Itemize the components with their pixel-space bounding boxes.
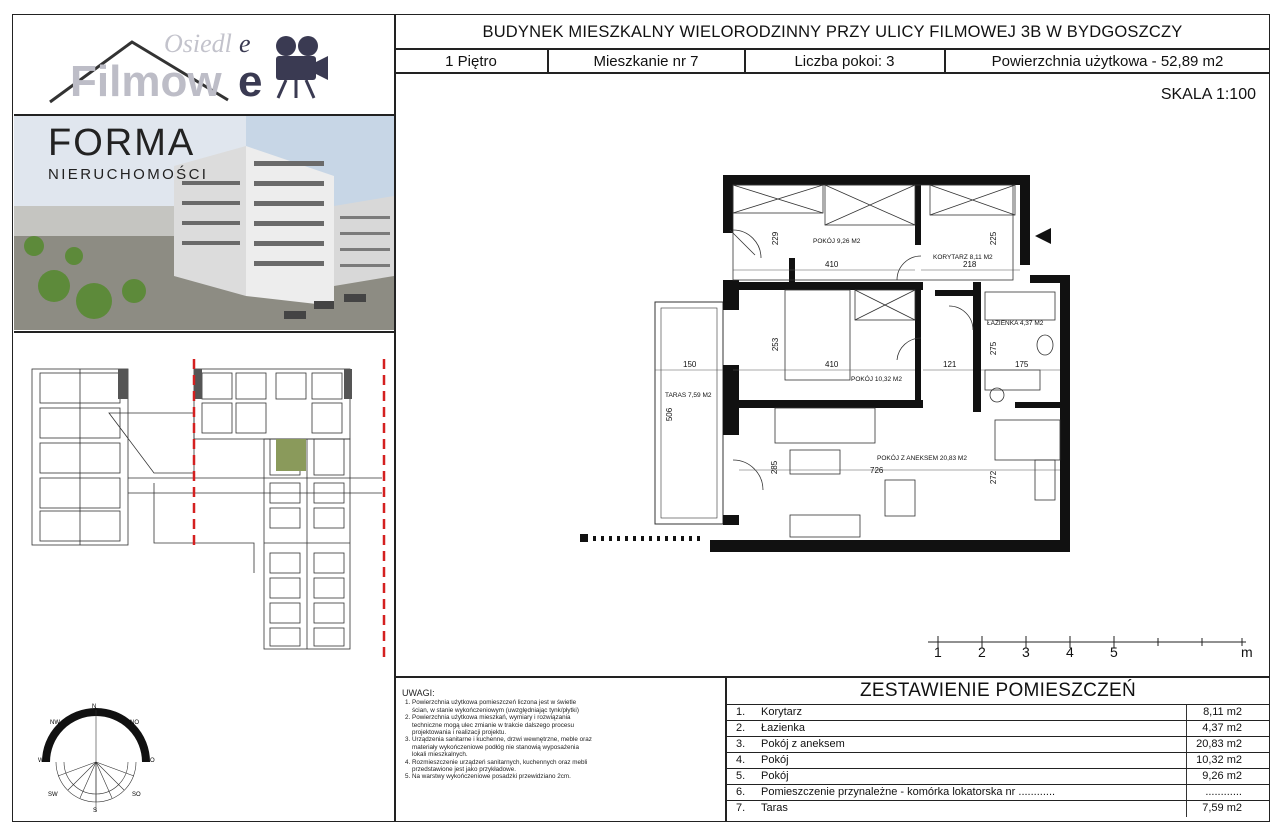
row-name: Pomieszczenie przynależne - komórka lokatorska nr ............: [761, 786, 1056, 798]
dim-410-mid: 410: [825, 360, 839, 369]
compass-n: N: [92, 704, 97, 710]
dim-410-top: 410: [825, 260, 839, 269]
table-row: [726, 737, 1270, 753]
svg-text:Osiedl: Osiedl: [164, 29, 232, 58]
row-name: Taras: [761, 802, 788, 814]
dim-225: 225: [989, 231, 999, 246]
svg-text:e: e: [239, 29, 251, 58]
dim-175: 175: [1015, 360, 1029, 369]
table-row: [726, 705, 1270, 721]
row-area: 7,59 m2: [1202, 802, 1242, 814]
row-name: Pokój: [761, 754, 789, 766]
table-row: [726, 801, 1270, 817]
table-row: [726, 753, 1270, 769]
document-title: BUDYNEK MIESZKALNY WIELORODZINNY PRZY ULICY FILMOWEJ 3B W BYDGOSZCZY: [482, 22, 1183, 41]
rooms-count-label: Liczba pokoi: 3: [794, 52, 895, 70]
dim-150: 150: [683, 360, 697, 369]
row-area: 9,26 m2: [1202, 770, 1242, 782]
compass-o: O: [150, 758, 155, 764]
row-separator: [1186, 785, 1187, 801]
scale-bar: [926, 634, 1256, 670]
compass-s: S: [93, 808, 98, 814]
dim-229: 229: [771, 231, 781, 246]
row-name: Pokój: [761, 770, 789, 782]
row-name: Łazienka: [761, 722, 806, 734]
compass-no: NO: [130, 720, 139, 726]
film-camera-icon: [276, 36, 328, 98]
room-label-pokoj-aneks: POKÓJ Z ANEKSEM 20,83 M2: [877, 455, 967, 462]
divider-info: [394, 72, 1270, 74]
dim-726: 726: [870, 466, 884, 475]
scale-tick-5: 5: [1110, 644, 1118, 660]
row-separator: [1186, 737, 1187, 753]
dim-218: 218: [963, 260, 977, 269]
svg-text:Filmow: Filmow: [70, 57, 222, 106]
note-item: 4. Rozmieszczenie urządzeń sanitarnych, kuchennych oraz mebli przedstawione jest jako przykładowe.: [412, 759, 592, 774]
table-row: [726, 769, 1270, 785]
row-num: 1.: [736, 706, 746, 718]
table-row: [726, 785, 1270, 801]
entrance-arrow-icon: [1035, 228, 1051, 244]
scale-tick-1: 1: [934, 644, 942, 660]
notes-title: UWAGI:: [402, 688, 435, 698]
osiedle-filmowe-logo: [14, 16, 394, 114]
company-subtitle: NIERUCHOMOŚCI: [48, 166, 209, 183]
row-area: 4,37 m2: [1202, 722, 1242, 734]
row-separator: [1186, 753, 1187, 769]
room-summary-title: ZESTAWIENIE POMIESZCZEŃ: [859, 680, 1137, 701]
compass-sw: SW: [48, 792, 58, 798]
row-num: 4.: [736, 754, 746, 766]
room-label-taras: TARAS 7,59 M2: [665, 392, 712, 399]
scale-unit: m: [1241, 644, 1253, 660]
note-item: 2. Powierzchnia użytkowa mieszkań, wymiary i rozwiązania techniczne mogą ulec zmianie w trakcie dalszego procesu projektowania i realizacji projektu.: [412, 714, 592, 736]
room-label-lazienka: ŁAZIENKA 4,37 M2: [987, 320, 1044, 327]
compass-w: W: [38, 758, 44, 764]
row-separator: [1186, 769, 1187, 785]
compass-so: SO: [132, 792, 141, 798]
floor-label: 1 Piętro: [445, 52, 497, 70]
note-item: 3. Urządzenia sanitarne i kuchenne, drzwi wewnętrzne, meble oraz materiały wykończeniowe podłóg nie stanowią wyposażenia lokali mieszkalnych.: [412, 736, 592, 758]
svg-text:e: e: [238, 57, 263, 106]
room-label-korytarz: KORYTARZ 8,11 M2: [933, 254, 993, 261]
row-separator: [1186, 705, 1187, 721]
dim-121: 121: [943, 360, 957, 369]
cut-line-marks: [194, 359, 384, 659]
apartment-highlight: [276, 439, 306, 471]
row-num: 5.: [736, 770, 746, 782]
row-area: 10,32 m2: [1196, 754, 1242, 766]
site-key-plan: [14, 333, 394, 673]
row-area: 20,83 m2: [1196, 738, 1242, 750]
note-item: 5. Na warstwy wykończeniowe posadzki przewidziano 2cm.: [412, 773, 592, 780]
compass-rose: [34, 700, 164, 816]
row-separator: [1186, 721, 1187, 737]
row-num: 2.: [736, 722, 746, 734]
floor-plan: [575, 170, 1075, 560]
dim-506: 506: [665, 407, 675, 422]
apartment-label: Mieszkanie nr 7: [593, 52, 699, 70]
notes-section: [402, 690, 592, 781]
usable-area-label: Powierzchnia użytkowa - 52,89 m2: [991, 52, 1224, 70]
row-name: Korytarz: [761, 706, 802, 718]
dim-253: 253: [771, 337, 781, 352]
room-label-pokoj-2: POKÓJ 10,32 M2: [851, 376, 902, 383]
scale-tick-3: 3: [1022, 644, 1030, 660]
row-num: 6.: [736, 786, 746, 798]
row-num: 3.: [736, 738, 746, 750]
row-area: 8,11 m2: [1203, 706, 1242, 718]
table-row: [726, 721, 1270, 737]
dim-272: 272: [989, 470, 999, 485]
note-item: 1. Powierzchnia użytkowa pomieszczeń liczona jest w świetle ścian, w stanie wykończeniowym (uwzględniając tynk/płytki): [412, 699, 592, 714]
row-area: ............: [1205, 786, 1242, 798]
dim-275: 275: [989, 341, 999, 356]
row-separator: [1186, 801, 1187, 817]
compass-nw: NW: [50, 720, 60, 726]
scale-label: SKALA 1:100: [1160, 86, 1256, 103]
row-name: Pokój z aneksem: [761, 738, 845, 750]
row-num: 7.: [736, 802, 746, 814]
scale-tick-2: 2: [978, 644, 986, 660]
divider-left-panel: [394, 14, 396, 822]
company-name: FORMA: [48, 122, 196, 164]
room-label-pokoj-1: POKÓJ 9,26 M2: [813, 238, 861, 245]
dim-285: 285: [770, 460, 780, 475]
scale-tick-4: 4: [1066, 644, 1074, 660]
